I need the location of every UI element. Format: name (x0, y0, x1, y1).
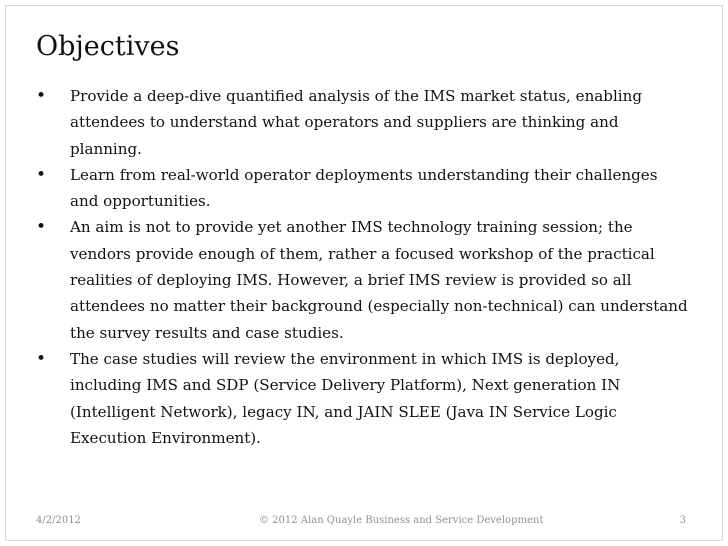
bullet-dot-icon: • (36, 86, 47, 106)
page-number: 3 (679, 515, 686, 526)
objectives-list (36, 83, 688, 451)
footer-date: 4/2/2012 (36, 515, 81, 526)
slide-frame-bottom (5, 540, 723, 541)
objective-bullet-3 (36, 214, 688, 345)
objective-text-2: Learn from real-world operator deployments understanding their challenges and opportunities. (70, 165, 658, 211)
bullet-dot-icon: • (36, 164, 47, 185)
slide-title: Objectives (36, 31, 180, 62)
footer-copyright: © 2012 Alan Quayle Business and Service Development (259, 515, 544, 526)
slide-frame-left (5, 5, 6, 541)
bullet-dot-icon: • (36, 348, 47, 369)
objective-bullet-4 (36, 346, 688, 451)
slide-frame-top (5, 5, 723, 6)
objective-text-4: The case studies will review the environment in which IMS is deployed, including IMS and SDP (Service Delivery Platform), Next generation IN (Intelligent Network), legacy IN, and JAIN SLEE (Java IN Service Logic Execution Environment). (70, 349, 621, 447)
objective-bullet-1 (36, 83, 688, 162)
slide-frame-right (722, 5, 723, 541)
objective-bullet-2 (36, 162, 688, 215)
objective-text-1: Provide a deep-dive quantified analysis of the IMS market status, enabling attendees to understand what operators and suppliers are thinking and planning. (70, 87, 642, 158)
objective-text-3: An aim is not to provide yet another IMS technology training session; the vendors provide enough of them, rather a focused workshop of the practical realities of deploying IMS. However, a brief IMS review is provided so all attendees no matter their background (especially non-technical) can understand the survey results and case studies. (70, 218, 688, 342)
bullet-dot-icon: • (36, 217, 47, 238)
